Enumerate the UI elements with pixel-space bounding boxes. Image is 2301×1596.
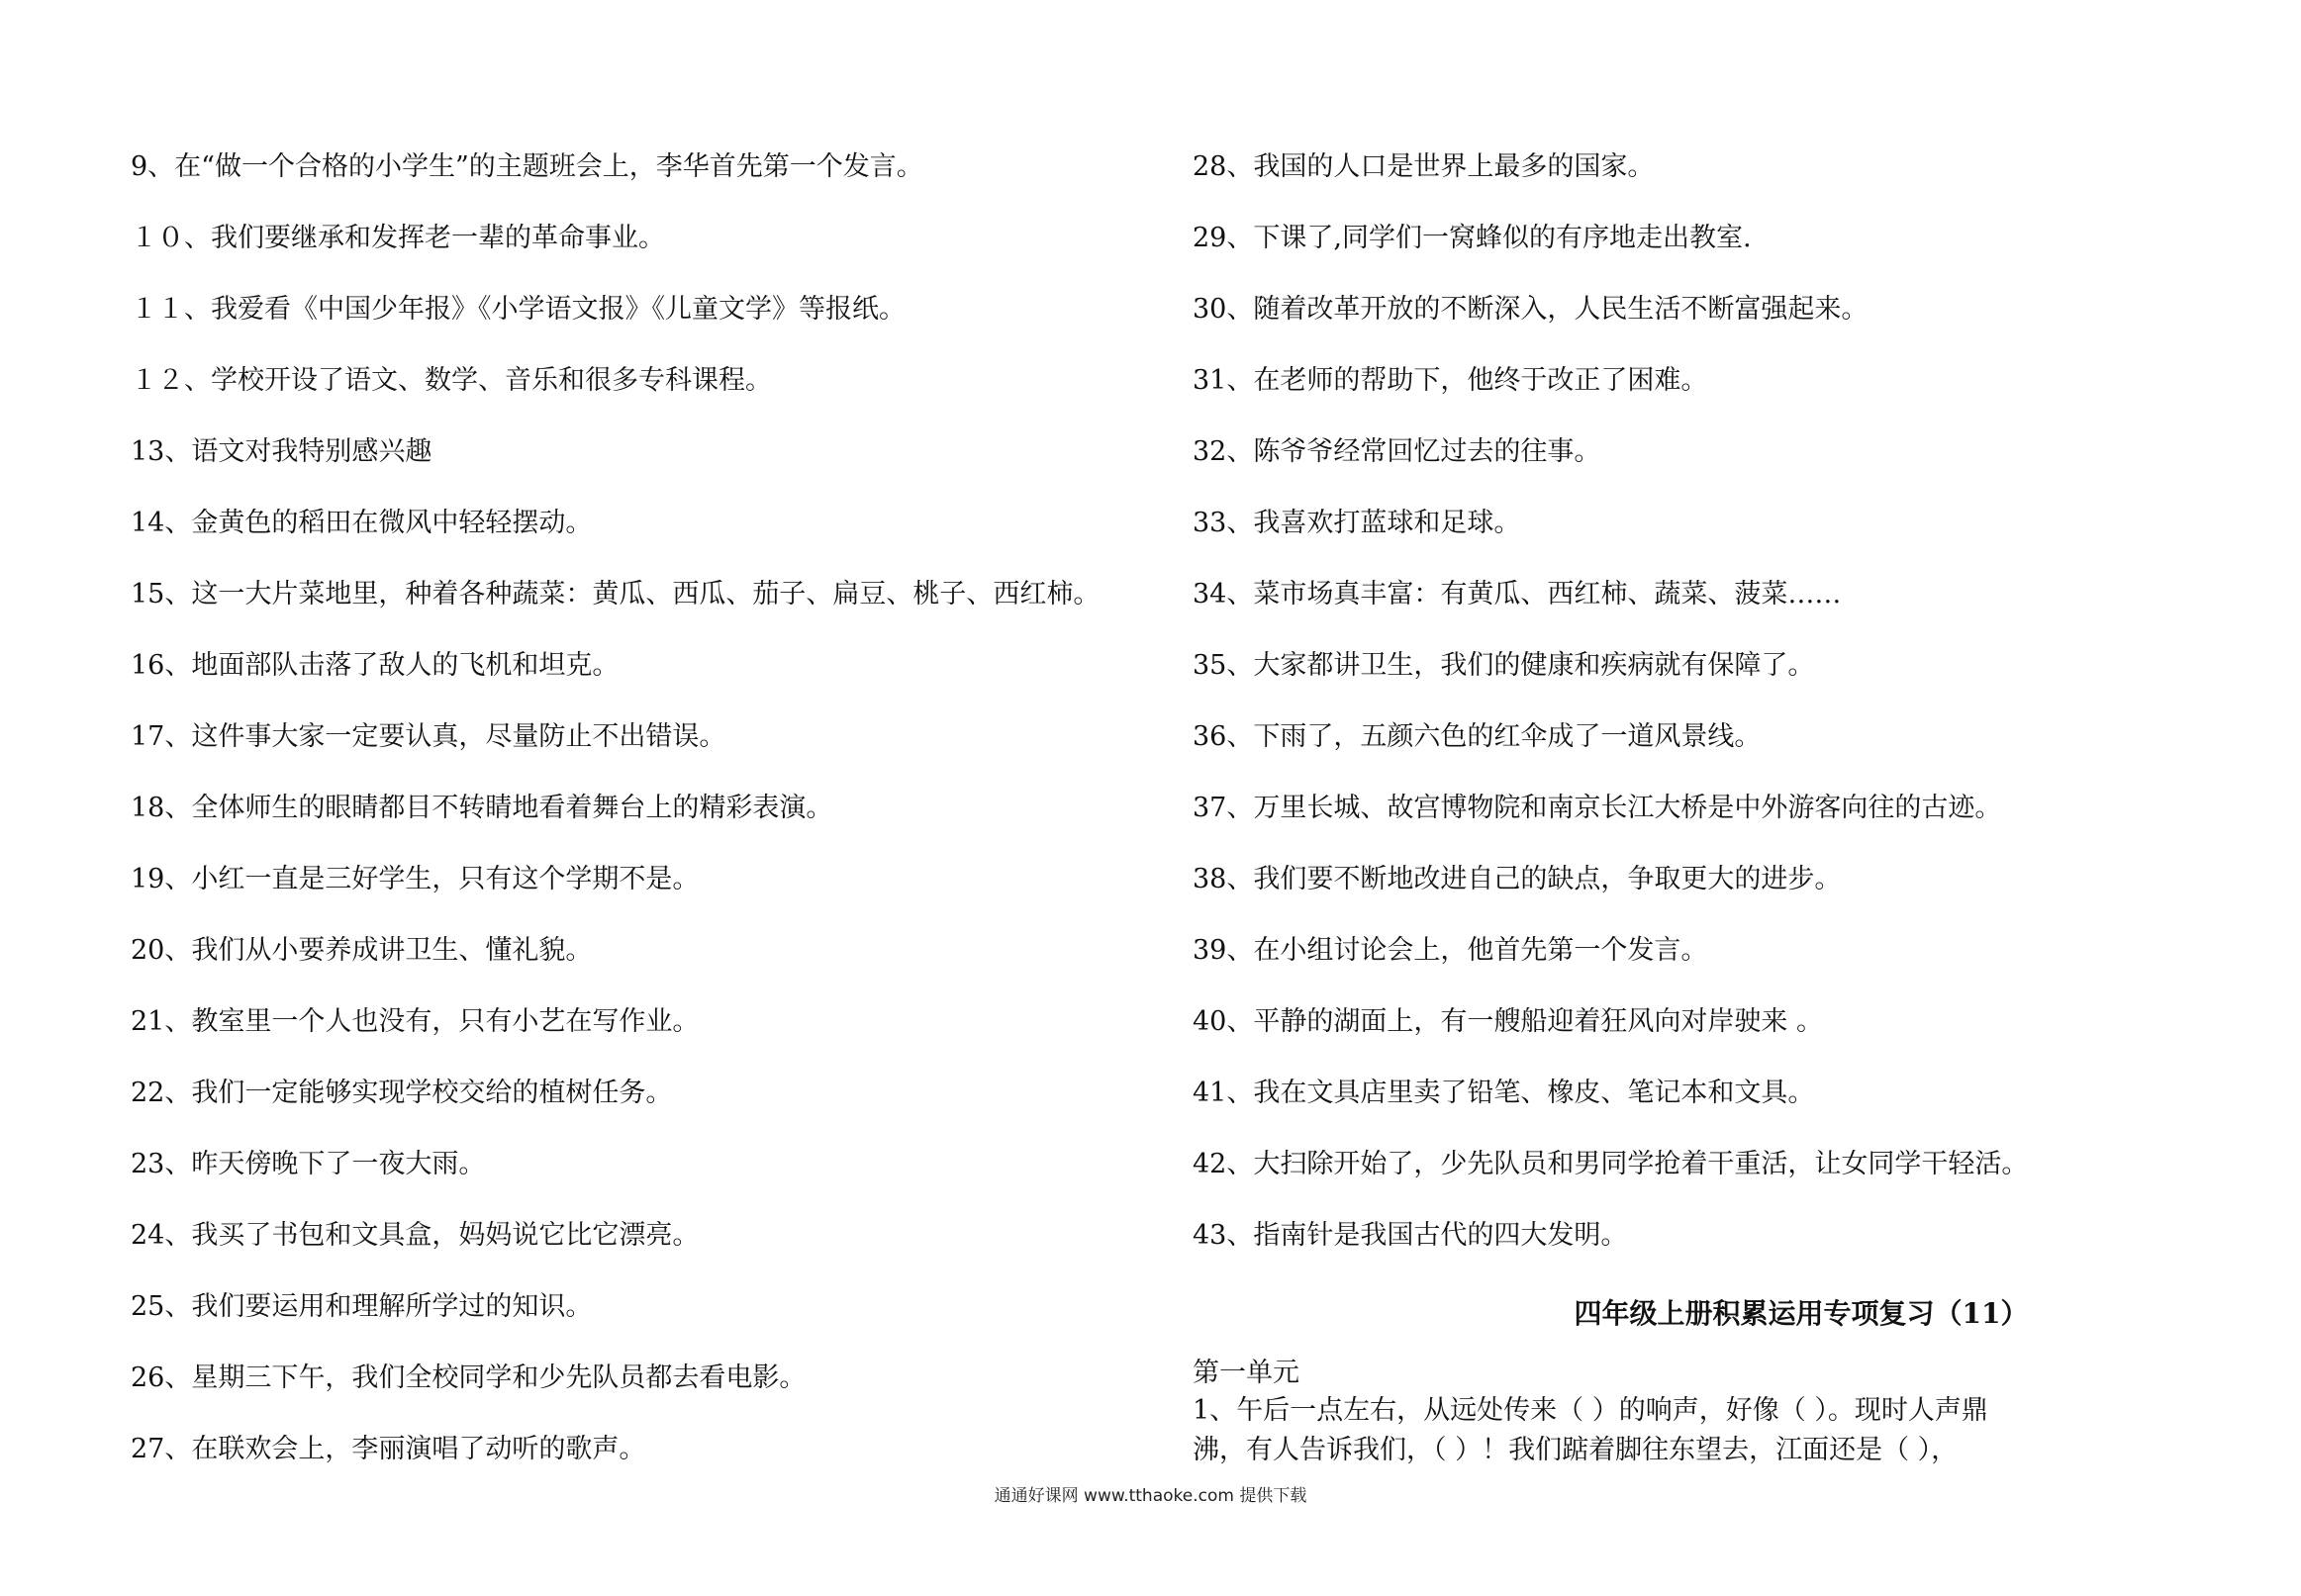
sentence-item: 22、我们一定能够实现学校交给的植树任务。 — [131, 1078, 673, 1108]
sentence-item: 24、我买了书包和文具盒，妈妈说它比它漂亮。 — [131, 1220, 700, 1251]
sentence-item: 37、万里长城、故宫博物院和南京长江大桥是中外游客向往的古迹。 — [1193, 793, 2002, 823]
sentence-item: 19、小红一直是三好学生，只有这个学期不是。 — [131, 864, 700, 894]
sentence-item: 28、我国的人口是世界上最多的国家。 — [1193, 151, 1655, 182]
right-column — [1193, 141, 2242, 1280]
sentence-item: 41、我在文具店里卖了铅笔、橡皮、笔记本和文具。 — [1193, 1078, 1815, 1108]
sentence-item: 39、在小组讨论会上，他首先第一个发言。 — [1193, 935, 1708, 966]
review-section — [1193, 1288, 2242, 1470]
exercise-line: 1、午后一点左右，从远处传来（ ）的响声，好像（ ）。现时人声鼎 — [1193, 1395, 1988, 1426]
sentence-item: 20、我们从小要养成讲卫生、懂礼貌。 — [131, 935, 593, 966]
sentence-item: 23、昨天傍晚下了一夜大雨。 — [131, 1149, 486, 1179]
sentence-item: 18、全体师生的眼睛都目不转睛地看着舞台上的精彩表演。 — [131, 793, 833, 823]
sentence-item: 17、这件事大家一定要认真，尽量防止不出错误。 — [131, 721, 726, 752]
sentence-item: 31、在老师的帮助下，他终于改正了困难。 — [1193, 365, 1708, 396]
sentence-item: 35、大家都讲卫生，我们的健康和疾病就有保障了。 — [1193, 650, 1815, 681]
left-column — [131, 141, 1160, 1494]
sentence-item: １２、学校开设了语文、数学、音乐和很多专科课程。 — [131, 365, 772, 396]
sentence-item: 34、菜市场真丰富：有黄瓜、西红柿、蔬菜、菠菜…… — [1193, 579, 1842, 610]
sentence-item: 38、我们要不断地改进自己的缺点，争取更大的进步。 — [1193, 864, 1842, 894]
sentence-item: 33、我喜欢打蓝球和足球。 — [1193, 508, 1521, 538]
sentence-item: １１、我爱看《中国少年报》《小学语文报》《儿童文学》等报纸。 — [131, 294, 906, 325]
sentence-item: 27、在联欢会上，李丽演唱了动听的歌声。 — [131, 1434, 646, 1464]
sentence-item: 36、下雨了，五颜六色的红伞成了一道风景线。 — [1193, 721, 1762, 752]
exercise-line: 沸，有人告诉我们，（ ）！我们踮着脚往东望去，江面还是（ ）， — [1193, 1435, 1959, 1465]
sentence-item: 25、我们要运用和理解所学过的知识。 — [131, 1291, 593, 1322]
unit-heading: 第一单元 — [1193, 1358, 1299, 1388]
sentence-item: 30、随着改革开放的不断深入，人民生活不断富强起来。 — [1193, 294, 1869, 325]
section-title: 四年级上册积累运用专项复习（11） — [1574, 1297, 2029, 1330]
page-footer: 通通好课网 www.tthaoke.com 提供下载 — [994, 1486, 1307, 1506]
sentence-item: 32、陈爷爷经常回忆过去的往事。 — [1193, 436, 1601, 467]
sentence-item: 16、地面部队击落了敌人的飞机和坦克。 — [131, 650, 620, 681]
sentence-item: 21、教室里一个人也没有，只有小艺在写作业。 — [131, 1006, 700, 1037]
sentence-item: 40、平静的湖面上，有一艘船迎着狂风向对岸驶来 。 — [1193, 1006, 1823, 1037]
sentence-item: 26、星期三下午，我们全校同学和少先队员都去看电影。 — [131, 1362, 807, 1393]
sentence-item: １０、我们要继承和发挥老一辈的革命事业。 — [131, 223, 665, 253]
sentence-item: 9、在“做一个合格的小学生”的主题班会上，李华首先第一个发言。 — [131, 151, 923, 182]
sentence-item: 14、金黄色的稻田在微风中轻轻摆动。 — [131, 508, 593, 538]
sentence-item: 15、这一大片菜地里，种着各种蔬菜：黄瓜、西瓜、茄子、扁豆、桃子、西红柿。 — [131, 579, 1101, 610]
sentence-item: 42、大扫除开始了，少先队员和男同学抢着干重活，让女同学干轻活。 — [1193, 1149, 2029, 1179]
sentence-item: 29、下课了,同学们一窝蜂似的有序地走出教室. — [1193, 223, 1752, 253]
sentence-item: 43、指南针是我国古代的四大发明。 — [1193, 1220, 1628, 1251]
sentence-item: 13、语文对我特别感兴趣 — [131, 436, 432, 467]
